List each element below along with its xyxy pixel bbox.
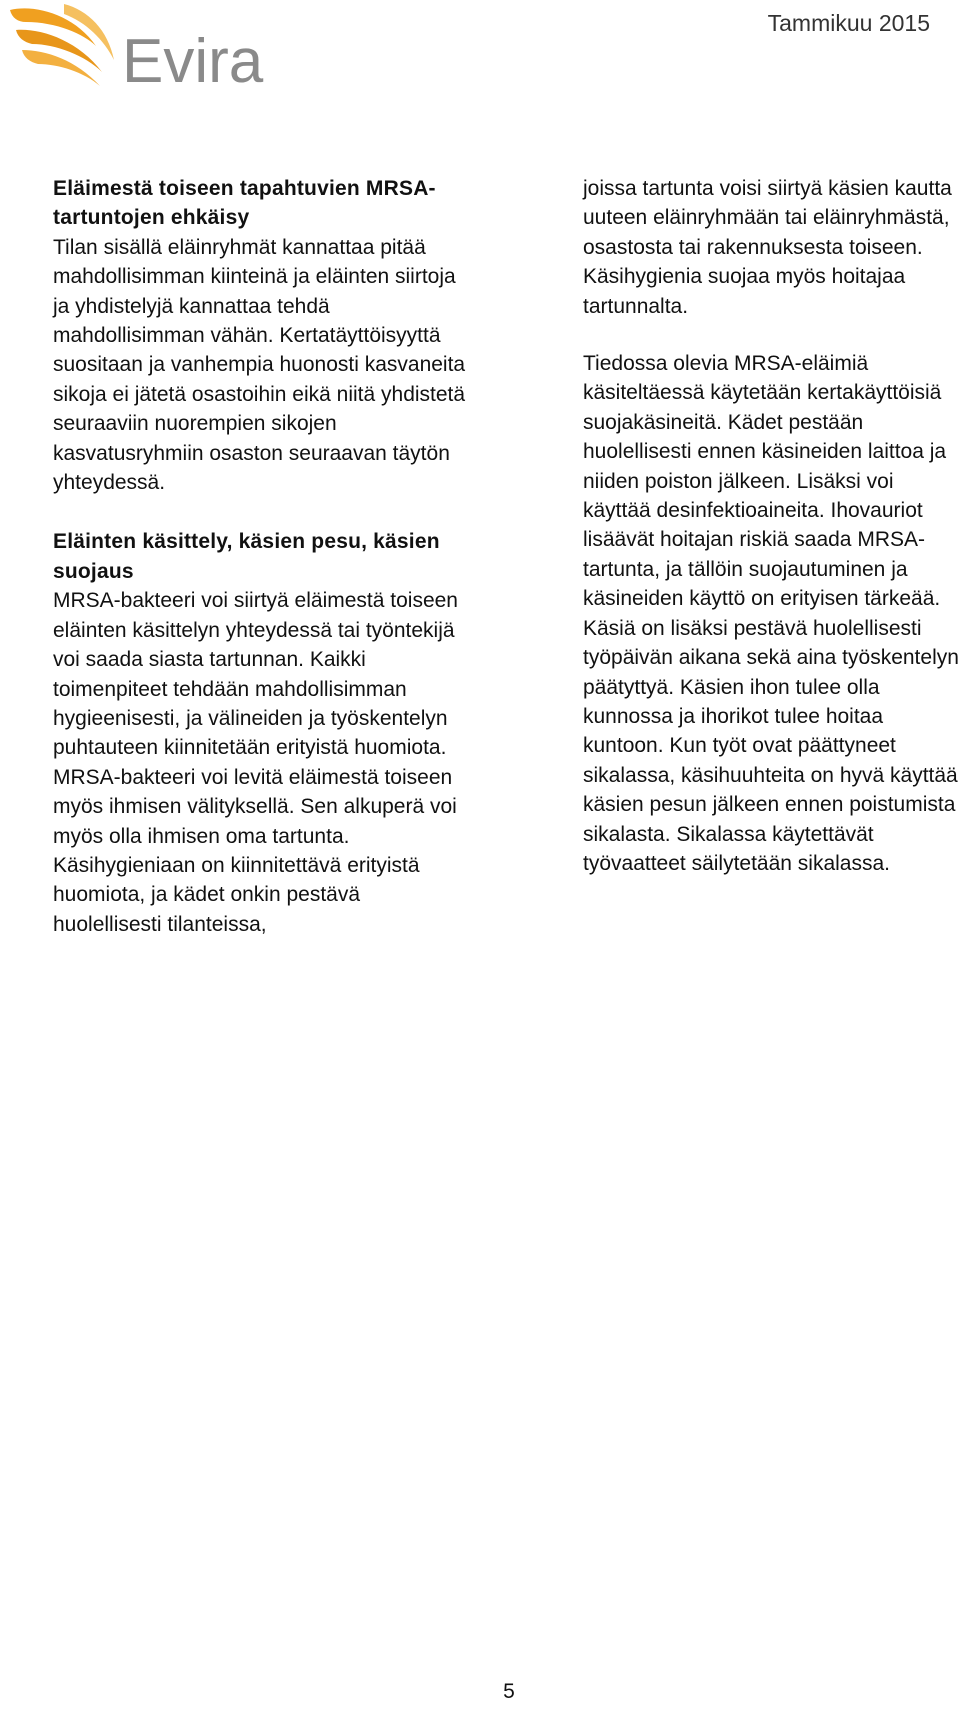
- right-column: [583, 174, 960, 878]
- document-date: Tammikuu 2015: [767, 10, 930, 36]
- section-heading-handling-hygiene: Eläinten käsittely, käsien pesu, käsien suojaus: [53, 530, 440, 583]
- section-heading-mrsa-prevention: Eläimestä toiseen tapahtuvien MRSA-tartuntojen ehkäisy: [53, 177, 436, 230]
- page-number: 5: [503, 1680, 515, 1703]
- evira-wing-icon: [10, 4, 114, 86]
- left-column: [53, 174, 473, 939]
- logo-wordmark: Evira: [122, 27, 264, 92]
- paragraph-known-mrsa-animals: Tiedossa olevia MRSA-eläimiä käsiteltäessä käytetään kertakäyttöisiä suojakäsineitä. Kädet pestään huolellisesti ennen käsineiden laittoa ja niiden poiston jälkeen. Lisäksi voi käyttää desinfektioaineita. Ihovauriot lisäävät hoitajan riskiä saada MRSA-tartunta, ja tällöin suojautuminen ja käsineiden käyttö on erityisen tärkeää. Käsiä on lisäksi pestävä huolellisesti työpäivän aikana sekä aina työskentelyn päätyttyä. Käsien ihon tulee olla kunnossa ja ihorikot tulee hoitaa kuntoon. Kun työt ovat päättyneet sikalassa, käsihuuhteita on hyvä käyttää käsien pesun jälkeen ennen poistumista sikalasta. Sikalassa käytettävät työvaatteet säilytetään sikalassa.: [583, 352, 959, 875]
- paragraph-hand-transfer: joissa tartunta voisi siirtyä käsien kautta uuteen eläinryhmään tai eläinryhmästä, osastosta tai rakennuksesta toiseen. Käsihygienia suojaa myös hoitajaa tartunnalta.: [583, 177, 952, 318]
- section-body-handling-hygiene: MRSA-bakteeri voi siirtyä eläimestä toiseen eläinten käsittelyn yhteydessä tai työntekijä voi saada siasta tartunnan. Kaikki toimenpiteet tehdään mahdollisimman hygieenisesti, ja välineiden ja työskentelyn puhtauteen kiinnitetään erityistä huomiota. MRSA-bakteeri voi levitä eläimestä toiseen myös ihmisen välityksellä. Sen alkuperä voi myös olla ihmisen oma tartunta. Käsihygieniaan on kiinnitettävä erityistä huomiota, ja kädet onkin pestävä huolellisesti tilanteissa,: [53, 589, 458, 936]
- section-body-mrsa-prevention: Tilan sisällä eläinryhmät kannattaa pitää mahdollisimman kiinteinä ja eläinten siirtoja ja yhdistelyjä kannattaa tehdä mahdollisimman vähän. Kertatäyttöisyyttä suositaan ja vanhempia huonosti kasvaneita sikoja ei jätetä osastoihin eikä niitä yhdistetä seuraaviin nuorempien sikojen kasvatusryhmiin osaston seuraavan täytön yhteydessä.: [53, 235, 466, 495]
- evira-logo: [4, 0, 304, 92]
